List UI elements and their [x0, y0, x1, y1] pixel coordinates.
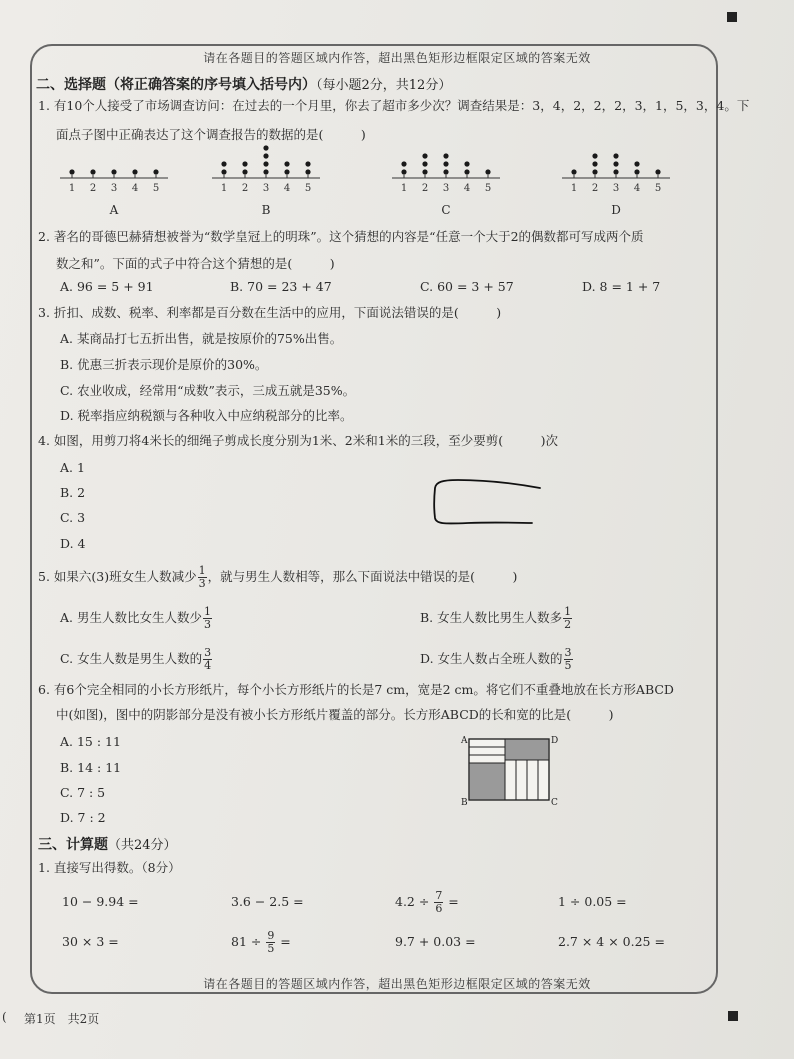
- q1-dot-plots: [0, 0, 794, 230]
- calc-item-3-fraction: $\frac{7}{6}$: [435, 889, 443, 916]
- dot-plot-d-tick-label: 2: [591, 183, 599, 194]
- registration-mark-bottom-right: [728, 1011, 738, 1021]
- dot-plot-c-tick-label: 2: [421, 183, 429, 194]
- dot-plot-c-label: C: [441, 203, 451, 217]
- q2-option-c: C. 60 = 3 + 57: [420, 279, 514, 294]
- q3-stem: 3. 折扣、成数、税率、利率都是百分数在生活中的应用，下面说法错误的是( ): [38, 305, 502, 320]
- dot-plot-a-tick-label: 5: [152, 183, 160, 194]
- q3-option-a: A. 某商品打七五折出售，就是按原价的75%出售。: [60, 331, 343, 346]
- bottom-notice: 请在各题目的答题区域内作答，超出黑色矩形边框限定区域的答案无效: [203, 977, 591, 991]
- q2-option-a: A. 96 = 5 + 91: [60, 279, 154, 294]
- q5-option-c-fraction: $\frac{3}{4}$: [204, 646, 212, 673]
- calc-item-4: 1 ÷ 0.05 =: [558, 894, 627, 909]
- calc-item-3: 4.2 ÷ $\frac{7}{6}$ =: [395, 889, 459, 916]
- calc-stem: 1. 直接写出得数。（8分）: [38, 860, 181, 875]
- dot-plot-d-tick-label: 5: [654, 183, 662, 194]
- top-notice: 请在各题目的答题区域内作答，超出黑色矩形边框限定区域的答案无效: [203, 51, 591, 65]
- dot-plot-d-tick-label: 4: [633, 183, 641, 194]
- q5-option-c: C. 女生人数是男生人数的 $\frac{3}{4}$: [60, 646, 212, 673]
- section3-heading: [38, 834, 177, 854]
- section2-title: 二、选择题（将正确答案的序号填入括号内）: [36, 77, 316, 93]
- dot-plot-c-tick-label: 4: [463, 183, 471, 194]
- dot-plot-c-tick-label: 3: [442, 183, 450, 194]
- dot-plot-b-dot: [221, 169, 226, 174]
- section3-note: （共24分）: [108, 838, 177, 853]
- dot-plot-b-tick-label: 5: [304, 183, 312, 194]
- q5-option-a: A. 男生人数比女生人数少 $\frac{1}{3}$: [60, 605, 211, 632]
- dot-plot-b-dot: [263, 161, 268, 166]
- dot-plot-d-dot: [613, 153, 618, 158]
- q6-option-c: C. 7 : 5: [60, 785, 106, 800]
- dot-plot-b-dot: [263, 145, 268, 150]
- q3-option-b: B. 优惠三折表示现价是原价的30%。: [60, 357, 268, 372]
- dot-plot-c-tick-label: 1: [400, 183, 408, 194]
- dot-plot-b-tick-label: 2: [241, 183, 249, 194]
- q5-stem-pre: 5. 如果六(3)班女生人数减少: [38, 569, 197, 585]
- q5-option-a-fraction: $\frac{1}{3}$: [203, 605, 211, 632]
- q6-option-d: D. 7 : 2: [60, 810, 106, 825]
- dot-plot-a-label: A: [109, 203, 119, 217]
- calc-item-2: 3.6 − 2.5 =: [231, 894, 304, 909]
- q6-corner-c: C: [551, 798, 558, 808]
- dot-plot-a-tick-label: 3: [110, 183, 118, 194]
- q6-line2: 中(如图)，图中的阴影部分是没有被小长方形纸片覆盖的部分。长方形ABCD的长和宽的比是( ): [56, 707, 614, 722]
- dot-plot-c-dot: [464, 161, 469, 166]
- dot-plot-d-tick-label: 3: [612, 183, 620, 194]
- q6-option-a: A. 15 : 11: [60, 734, 121, 749]
- section2-note: （每小题2分，共12分）: [316, 78, 452, 93]
- dot-plot-b-tick-label: 4: [283, 183, 291, 194]
- q3-option-d: D. 税率指应纳税额与各种收入中应纳税部分的比率。: [60, 408, 353, 423]
- q5-stem-fraction: $\frac{1}{3}$: [198, 564, 206, 591]
- dot-plot-c-dot: [443, 169, 448, 174]
- dot-plot-b-dot: [305, 161, 310, 166]
- section3-title: 三、计算题: [38, 837, 108, 853]
- dot-plot-d-dot: [592, 153, 597, 158]
- q4-option-a: A. 1: [60, 460, 85, 475]
- dot-plot-b-tick-label: 1: [220, 183, 228, 194]
- q1-line1: 1. 有10个人接受了市场调查访问：在过去的一个月里，你去了超市多少次？调查结果是：3，4，2，2，2，3，1，5，3，4。下: [38, 98, 750, 113]
- dot-plot-c-dot: [422, 161, 427, 166]
- dot-plot-c-tick-label: 5: [484, 183, 492, 194]
- dot-plot-d-dot: [571, 169, 576, 174]
- calc-item-7: 9.7 + 0.03 =: [395, 934, 476, 949]
- q6-corner-a: A: [461, 736, 468, 746]
- q5-option-d-fraction: $\frac{3}{5}$: [564, 646, 572, 673]
- dot-plot-c-dot: [401, 169, 406, 174]
- calc-item-5: 30 × 3 =: [62, 934, 119, 949]
- calc-item-1: 10 − 9.94 =: [62, 894, 139, 909]
- q4-option-b: B. 2: [60, 485, 86, 500]
- q2-line1: 2. 著名的哥德巴赫猜想被誉为“数学皇冠上的明珠”。这个猜想的内容是“任意一个大于2的偶数都可写成两个质: [38, 229, 644, 244]
- page-number: 第1页 共2页: [24, 1012, 100, 1026]
- q6-corner-b: B: [461, 798, 468, 808]
- dot-plot-a-dot: [153, 169, 158, 174]
- dot-plot-a-tick-label: 4: [131, 183, 139, 194]
- dot-plot-b-label: B: [261, 203, 271, 217]
- q5-stem: [38, 565, 517, 590]
- q4-stem: 4. 如图，用剪刀将4米长的细绳子剪成长度分别为1米、2米和1米的三段，至少要剪( )次: [38, 433, 558, 448]
- dot-plot-c-dot: [443, 161, 448, 166]
- q2-line2: 数之和”。下面的式子中符合这个猜想的是( ): [56, 256, 335, 271]
- dot-plot-b-dot: [284, 161, 289, 166]
- dot-plot-b-dot: [242, 169, 247, 174]
- dot-plot-a-dot: [111, 169, 116, 174]
- q6-line1: 6. 有6个完全相同的小长方形纸片，每个小长方形纸片的长是7 cm，宽是2 cm。将它们不重叠地放在长方形ABCD: [38, 682, 674, 697]
- dot-plot-c-dot: [401, 161, 406, 166]
- dot-plot-c-dot: [485, 169, 490, 174]
- q4-rope-figure: [428, 474, 558, 534]
- q4-option-c: C. 3: [60, 510, 86, 525]
- dot-plot-b-dot: [221, 161, 226, 166]
- dot-plot-b-dot: [263, 153, 268, 158]
- dot-plot-b-tick-label: 3: [262, 183, 270, 194]
- calc-item-6-fraction: $\frac{9}{5}$: [267, 929, 275, 956]
- dot-plot-b-dot: [305, 169, 310, 174]
- dot-plot-b-dot: [284, 169, 289, 174]
- q6-option-b: B. 14 : 11: [60, 760, 122, 775]
- dot-plot-a-dot: [132, 169, 137, 174]
- q2-option-b: B. 70 = 23 + 47: [230, 279, 332, 294]
- q4-option-d: D. 4: [60, 536, 86, 551]
- q2-option-d: D. 8 = 1 + 7: [582, 279, 661, 294]
- q5-option-b: B. 女生人数比男生人数多 $\frac{1}{2}$: [420, 605, 572, 632]
- calc-item-6: 81 ÷ $\frac{9}{5}$ =: [231, 929, 291, 956]
- dot-plot-a-dot: [90, 169, 95, 174]
- dot-plot-a-tick-label: 1: [68, 183, 76, 194]
- dot-plot-d-dot: [634, 169, 639, 174]
- dot-plot-b-dot: [263, 169, 268, 174]
- dot-plot-c-dot: [422, 153, 427, 158]
- q5-option-b-fraction: $\frac{1}{2}$: [564, 605, 572, 632]
- dot-plot-c-dot: [422, 169, 427, 174]
- dot-plot-d-label: D: [611, 203, 621, 217]
- dot-plot-d-dot: [592, 161, 597, 166]
- dot-plot-d-dot: [634, 161, 639, 166]
- q6-corner-d: D: [551, 736, 559, 746]
- q5-stem-post: ，就与男生人数相等，那么下面说法中错误的是( ): [207, 569, 518, 585]
- q1-line2: 面点子图中正确表达了这个调查报告的数据的是( ): [56, 127, 366, 142]
- dot-plot-c-dot: [464, 169, 469, 174]
- q5-option-d: D. 女生人数占全班人数的 $\frac{3}{5}$: [420, 646, 572, 673]
- dot-plot-d-tick-label: 1: [570, 183, 578, 194]
- q3-option-c: C. 农业收成，经常用“成数”表示，三成五就是35%。: [60, 383, 356, 398]
- dot-plot-a-tick-label: 2: [89, 183, 97, 194]
- footer-left-mark: (: [2, 1010, 7, 1024]
- dot-plot-c-dot: [443, 153, 448, 158]
- dot-plot-d-dot: [613, 161, 618, 166]
- dot-plot-b-dot: [242, 161, 247, 166]
- dot-plot-d-dot: [613, 169, 618, 174]
- dot-plot-d-dot: [592, 169, 597, 174]
- calc-item-8: 2.7 × 4 × 0.25 =: [558, 934, 665, 949]
- dot-plot-d-dot: [655, 169, 660, 174]
- q6-rectangle-figure: [460, 734, 570, 809]
- dot-plot-a-dot: [69, 169, 74, 174]
